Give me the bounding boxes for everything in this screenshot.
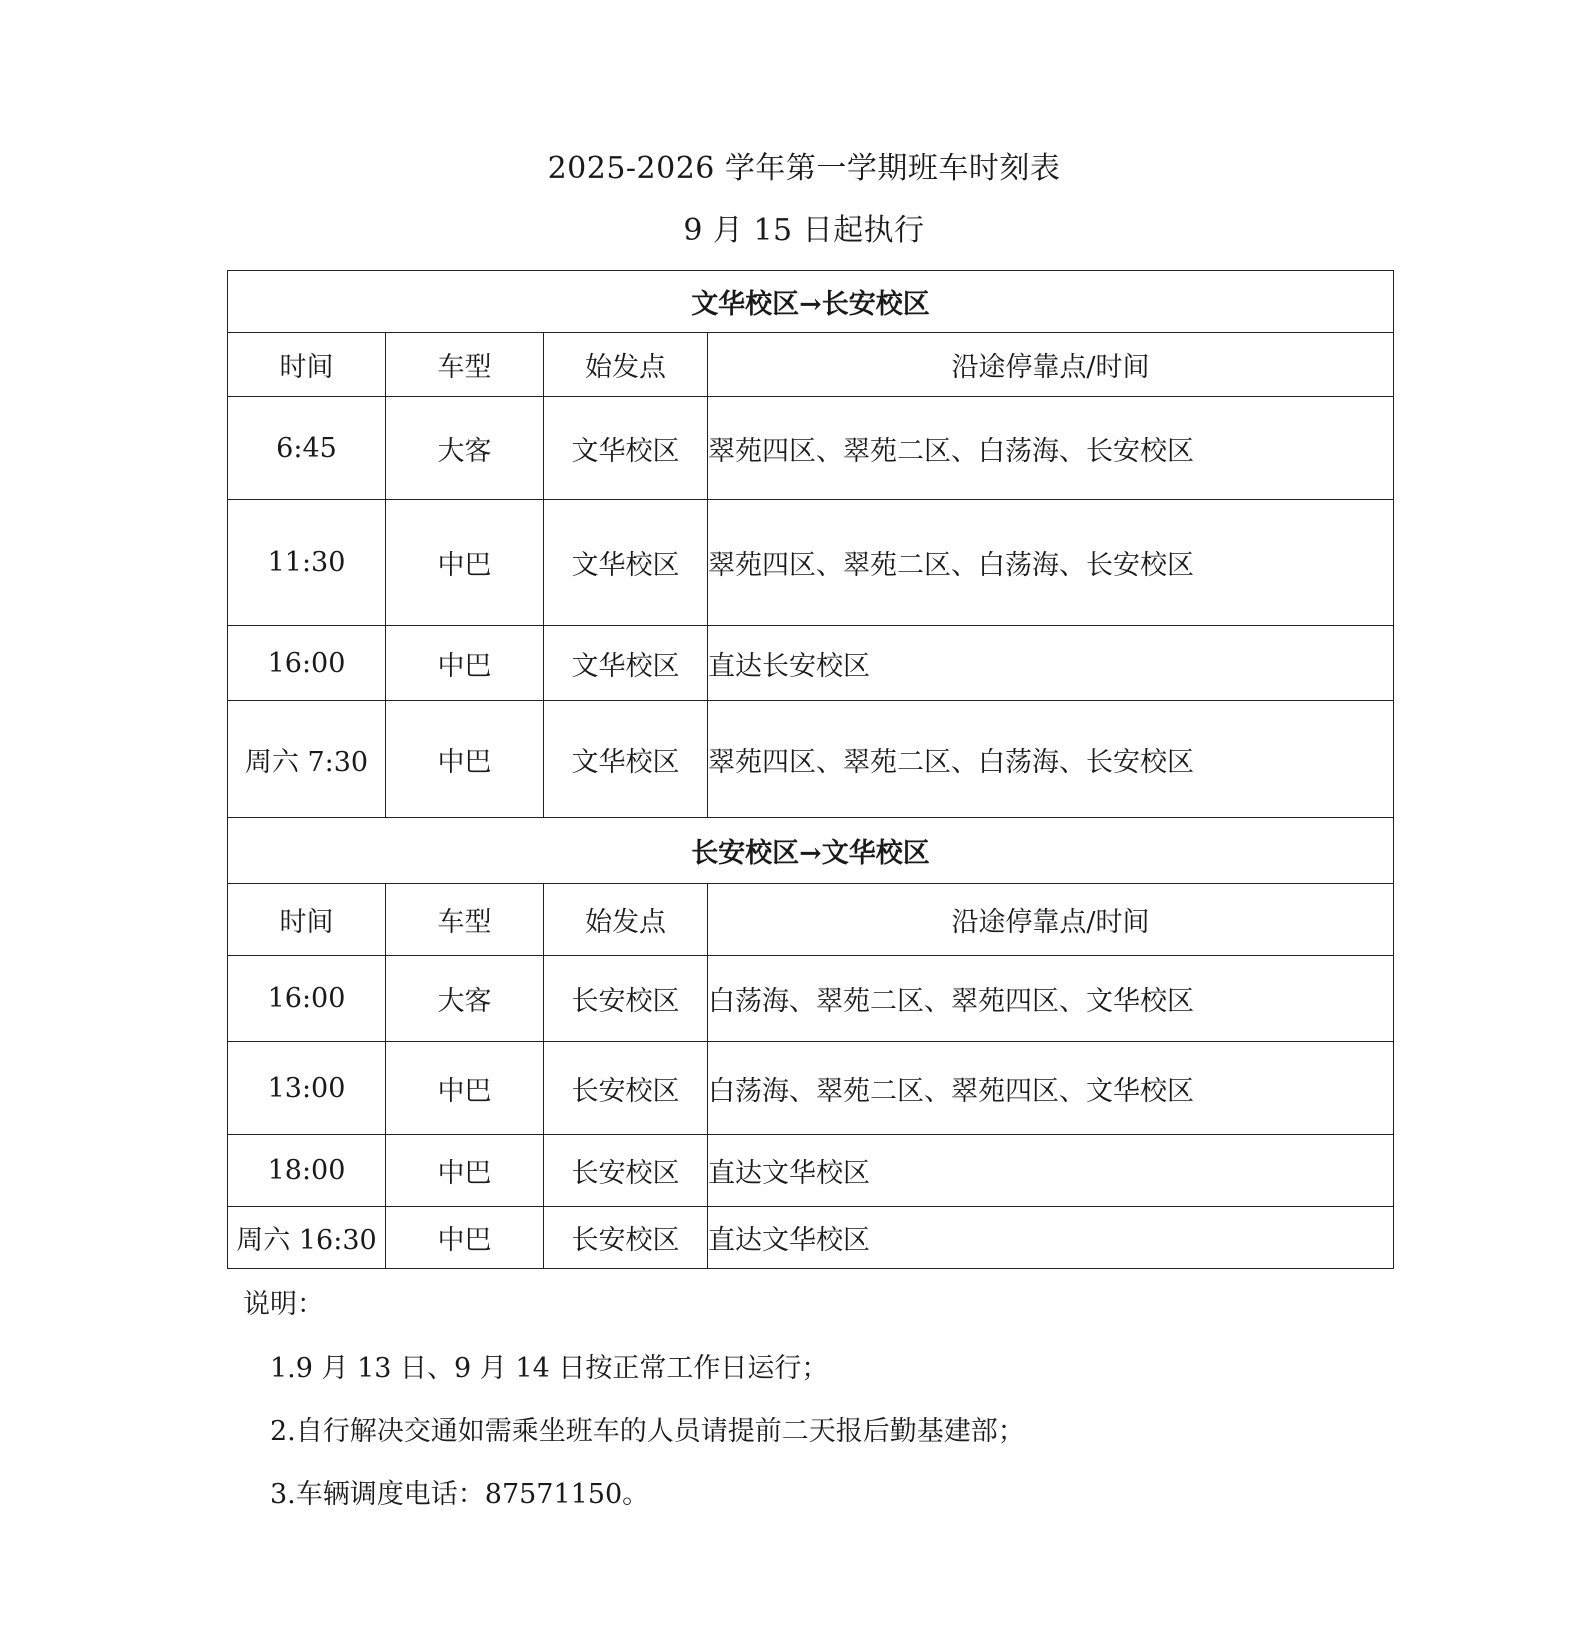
vehicle-cell: 中巴	[386, 1135, 544, 1207]
stops-cell: 直达文华校区	[708, 1135, 1394, 1207]
stops-cell: 直达长安校区	[708, 626, 1394, 701]
table-row	[228, 1135, 1394, 1207]
origin-cell: 长安校区	[544, 1207, 708, 1269]
note-item: 2.自行解决交通如需乘坐班车的人员请提前二天报后勤基建部；	[270, 1416, 1025, 1447]
vehicle-cell: 中巴	[386, 500, 544, 626]
table-row	[228, 701, 1394, 818]
section-heading: 长安校区→文华校区	[228, 818, 1394, 884]
table-row	[228, 956, 1394, 1042]
time-cell: 16:00	[228, 956, 386, 1042]
table-row	[228, 626, 1394, 701]
section-heading: 文华校区→长安校区	[228, 271, 1394, 333]
origin-cell: 长安校区	[544, 1135, 708, 1207]
header-vehicle: 车型	[386, 333, 544, 397]
document-title: 2025-2026 学年第一学期班车时刻表	[547, 151, 1061, 186]
header-vehicle: 车型	[386, 884, 544, 956]
origin-cell: 文华校区	[544, 397, 708, 500]
time-cell: 周六 16:30	[228, 1207, 386, 1269]
time-cell: 16:00	[228, 626, 386, 701]
origin-cell: 文华校区	[544, 626, 708, 701]
stops-cell: 白荡海、翠苑二区、翠苑四区、文华校区	[708, 956, 1394, 1042]
vehicle-cell: 中巴	[386, 701, 544, 818]
origin-cell: 文华校区	[544, 500, 708, 626]
vehicle-cell: 中巴	[386, 626, 544, 701]
header-origin: 始发点	[544, 333, 708, 397]
time-cell: 11:30	[228, 500, 386, 626]
stops-cell: 直达文华校区	[708, 1207, 1394, 1269]
header-stops: 沿途停靠点/时间	[708, 884, 1394, 956]
vehicle-cell: 中巴	[386, 1207, 544, 1269]
origin-cell: 长安校区	[544, 1042, 708, 1135]
header-time: 时间	[228, 333, 386, 397]
section-header-row	[228, 271, 1394, 333]
note-item: 3.车辆调度电话：87571150。	[270, 1479, 650, 1510]
vehicle-cell: 大客	[386, 956, 544, 1042]
stops-cell: 翠苑四区、翠苑二区、白荡海、长安校区	[708, 397, 1394, 500]
table-row	[228, 1042, 1394, 1135]
origin-cell: 文华校区	[544, 701, 708, 818]
header-stops: 沿途停靠点/时间	[708, 333, 1394, 397]
vehicle-cell: 大客	[386, 397, 544, 500]
stops-cell: 翠苑四区、翠苑二区、白荡海、长安校区	[708, 701, 1394, 818]
time-cell: 18:00	[228, 1135, 386, 1207]
stops-cell: 翠苑四区、翠苑二区、白荡海、长安校区	[708, 500, 1394, 626]
time-cell: 周六 7:30	[228, 701, 386, 818]
header-time: 时间	[228, 884, 386, 956]
effective-date: 9 月 15 日起执行	[683, 213, 925, 248]
vehicle-cell: 中巴	[386, 1042, 544, 1135]
bus-schedule-table	[227, 270, 1394, 1269]
table-row	[228, 397, 1394, 500]
notes-label: 说明：	[243, 1289, 324, 1320]
table-row	[228, 1207, 1394, 1269]
table-row	[228, 500, 1394, 626]
section-header-row	[228, 818, 1394, 884]
header-origin: 始发点	[544, 884, 708, 956]
stops-cell: 白荡海、翠苑二区、翠苑四区、文华校区	[708, 1042, 1394, 1135]
note-item: 1.9 月 13 日、9 月 14 日按正常工作日运行；	[270, 1353, 829, 1384]
column-header-row	[228, 884, 1394, 956]
column-header-row	[228, 333, 1394, 397]
time-cell: 6:45	[228, 397, 386, 500]
origin-cell: 长安校区	[544, 956, 708, 1042]
time-cell: 13:00	[228, 1042, 386, 1135]
